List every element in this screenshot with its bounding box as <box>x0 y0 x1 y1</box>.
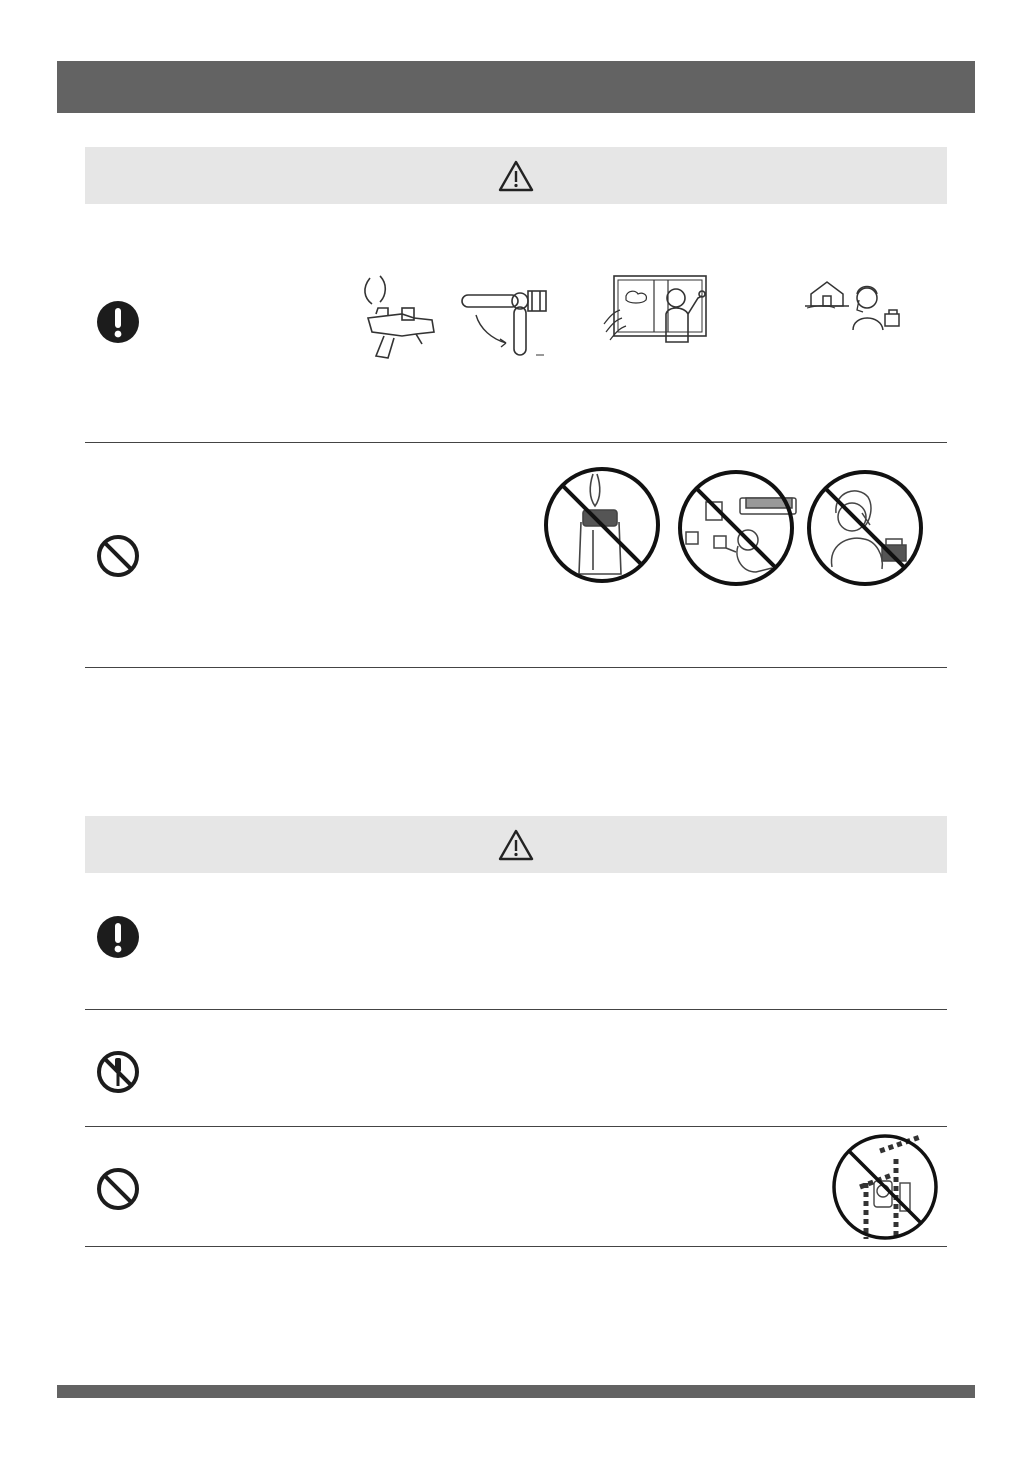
call-from-outside-illustration <box>805 276 905 332</box>
warning-section-header <box>85 147 947 204</box>
page-header-bar <box>57 61 975 113</box>
valve-lever-closing-illustration <box>460 285 550 363</box>
no-hanging-on-pipes-illustration <box>830 1131 940 1243</box>
prohibition-icon <box>96 1167 140 1211</box>
page-footer-bar <box>57 1385 975 1398</box>
mandatory-exclamation-icon <box>96 300 140 344</box>
mandatory-exclamation-icon <box>96 915 140 959</box>
caution-section-header <box>85 816 947 873</box>
open-window-ventilation-illustration <box>602 274 712 354</box>
gas-valve-knob-illustration <box>358 274 442 364</box>
prohibition-icon <box>96 534 140 578</box>
row-divider <box>85 442 947 443</box>
warning-triangle-icon <box>498 160 534 192</box>
row-divider <box>85 1246 947 1247</box>
row-divider <box>85 1126 947 1127</box>
no-disassembly-icon <box>96 1050 140 1094</box>
no-phone-call-illustration <box>806 469 924 587</box>
row-divider <box>85 667 947 668</box>
row-divider <box>85 1009 947 1010</box>
no-lighter-flame-illustration <box>543 466 661 584</box>
warning-triangle-icon <box>498 829 534 861</box>
no-plug-switch-illustration <box>676 468 798 588</box>
